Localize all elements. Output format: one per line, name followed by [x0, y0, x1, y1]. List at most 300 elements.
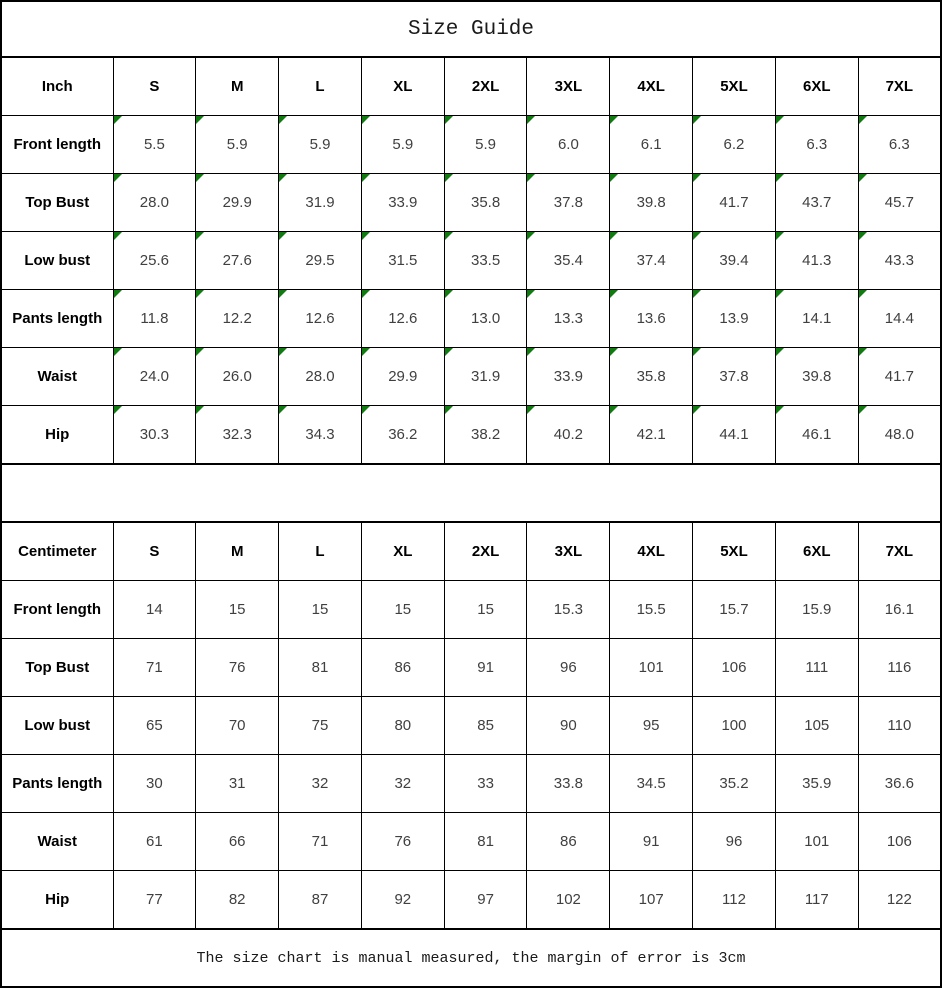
value-cell: [196, 755, 279, 813]
cell-flag-icon: [279, 232, 287, 240]
cell-flag-icon: [610, 174, 618, 182]
value-text: 30: [146, 775, 163, 792]
value-text: 34.5: [636, 775, 666, 792]
value-cell: [858, 697, 941, 755]
value-cell: [693, 174, 776, 232]
value-text: 13.0: [470, 310, 501, 327]
value-cell: [527, 697, 610, 755]
size-col-header: 4XL: [610, 522, 693, 581]
cell-flag-icon: [196, 406, 204, 414]
value-cell: [858, 581, 941, 639]
value-text: 39.8: [802, 368, 832, 385]
value-text: 31: [228, 775, 246, 792]
value-text: 6.3: [888, 136, 910, 153]
value-cell: [527, 813, 610, 871]
cell-flag-icon: [114, 116, 122, 124]
value-cell: [527, 290, 610, 348]
row-label-cell: Pants length: [1, 755, 113, 813]
size-col-header: XL: [361, 57, 444, 116]
value-cell: [775, 697, 858, 755]
value-cell: [279, 116, 362, 174]
row-label-cell: Front length: [1, 581, 113, 639]
value-text: 77: [146, 891, 163, 908]
cell-flag-icon: [693, 348, 701, 356]
value-text: 39.4: [719, 252, 749, 269]
cell-flag-icon: [279, 116, 287, 124]
row-label-cell: Front length: [1, 116, 113, 174]
value-cell: [196, 813, 279, 871]
value-cell: [444, 116, 527, 174]
value-text: 12.6: [305, 310, 335, 327]
value-text: 32: [394, 775, 412, 792]
value-text: 15: [311, 601, 329, 618]
value-cell: [196, 871, 279, 930]
size-col-header: 6XL: [775, 522, 858, 581]
value-cell: [113, 290, 196, 348]
value-cell: [693, 639, 776, 697]
value-cell: [444, 581, 527, 639]
value-cell: [858, 348, 941, 406]
value-text: 6.2: [723, 136, 745, 153]
value-text: 35.8: [470, 194, 501, 211]
cell-flag-icon: [114, 174, 122, 182]
value-text: 76: [228, 659, 246, 676]
cell-flag-icon: [859, 406, 867, 414]
value-text: 43.7: [802, 194, 832, 211]
cell-flag-icon: [362, 232, 370, 240]
cell-flag-icon: [279, 290, 287, 298]
value-cell: [361, 232, 444, 290]
value-text: 43.3: [884, 252, 914, 269]
size-col-header: 3XL: [527, 57, 610, 116]
value-text: 26.0: [222, 368, 252, 385]
value-text: 80: [394, 717, 412, 734]
size-col-header: M: [196, 522, 279, 581]
cell-flag-icon: [859, 174, 867, 182]
size-col-header: 5XL: [693, 57, 776, 116]
cell-flag-icon: [114, 406, 122, 414]
cell-flag-icon: [776, 348, 784, 356]
cell-flag-icon: [362, 348, 370, 356]
cell-flag-icon: [196, 348, 204, 356]
value-cell: [858, 871, 941, 930]
value-cell: [113, 581, 196, 639]
value-text: 91: [477, 659, 494, 676]
value-text: 13.9: [719, 310, 749, 327]
size-col-header: M: [196, 57, 279, 116]
size-col-header: L: [279, 57, 362, 116]
value-cell: [693, 581, 776, 639]
size-col-header: 5XL: [693, 522, 776, 581]
value-text: 6.3: [806, 136, 828, 153]
value-text: 92: [394, 891, 412, 908]
value-text: 31.9: [305, 194, 335, 211]
cell-flag-icon: [693, 290, 701, 298]
value-text: 122: [886, 891, 912, 908]
value-text: 106: [886, 833, 912, 850]
value-text: 90: [560, 717, 577, 734]
value-cell: [610, 697, 693, 755]
cell-flag-icon: [859, 348, 867, 356]
value-text: 35.9: [802, 775, 832, 792]
value-cell: [444, 639, 527, 697]
cell-flag-icon: [527, 232, 535, 240]
value-cell: [196, 406, 279, 465]
value-cell: [610, 755, 693, 813]
value-text: 29.9: [388, 368, 418, 385]
value-cell: [693, 871, 776, 930]
value-text: 32.3: [222, 426, 252, 443]
value-cell: [775, 116, 858, 174]
value-cell: [444, 290, 527, 348]
value-text: 76: [394, 833, 412, 850]
value-cell: [279, 348, 362, 406]
value-cell: [775, 755, 858, 813]
value-text: 117: [804, 891, 829, 908]
value-cell: [361, 813, 444, 871]
value-cell: [610, 813, 693, 871]
value-text: 15.3: [553, 601, 583, 618]
title-section: [1, 1, 941, 57]
value-text: 33: [477, 775, 494, 792]
cell-flag-icon: [445, 174, 453, 182]
value-cell: [444, 697, 527, 755]
cell-flag-icon: [693, 174, 701, 182]
value-cell: [361, 871, 444, 930]
cell-flag-icon: [527, 116, 535, 124]
size-header-row: [1, 57, 941, 116]
size-col-header: 7XL: [858, 522, 941, 581]
value-text: 41.3: [802, 252, 832, 269]
cell-flag-icon: [362, 406, 370, 414]
gap-section: [1, 464, 941, 522]
measurement-row: [1, 813, 941, 871]
value-cell: [196, 581, 279, 639]
cell-flag-icon: [776, 290, 784, 298]
value-cell: [196, 174, 279, 232]
value-cell: [444, 406, 527, 465]
value-text: 46.1: [802, 426, 832, 443]
value-cell: [196, 348, 279, 406]
value-text: 13.6: [636, 310, 666, 327]
cell-flag-icon: [445, 348, 453, 356]
value-text: 61: [146, 833, 163, 850]
cell-flag-icon: [362, 116, 370, 124]
value-text: 82: [228, 891, 246, 908]
cell-flag-icon: [610, 348, 618, 356]
value-text: 12.6: [388, 310, 418, 327]
row-label-cell: Waist: [1, 813, 113, 871]
value-text: 42.1: [636, 426, 666, 443]
value-text: 5.9: [309, 136, 331, 153]
value-cell: [775, 174, 858, 232]
value-text: 15.9: [802, 601, 832, 618]
value-text: 35.8: [636, 368, 666, 385]
value-cell: [527, 871, 610, 930]
value-text: 39.8: [636, 194, 666, 211]
centimeter-table-section: [1, 522, 941, 929]
size-col-header: 2XL: [444, 57, 527, 116]
value-cell: [858, 755, 941, 813]
value-text: 37.8: [553, 194, 583, 211]
value-cell: [610, 348, 693, 406]
value-cell: [444, 232, 527, 290]
cell-flag-icon: [693, 406, 701, 414]
cell-flag-icon: [776, 232, 784, 240]
footer-note: The size chart is manual measured, the margin of error is 3cm: [1, 929, 941, 987]
value-cell: [693, 406, 776, 465]
measurement-row: [1, 639, 941, 697]
value-cell: [279, 232, 362, 290]
value-cell: [693, 697, 776, 755]
footer-section: [1, 929, 941, 987]
value-cell: [775, 406, 858, 465]
cell-flag-icon: [196, 174, 204, 182]
value-text: 95: [642, 717, 660, 734]
value-cell: [361, 755, 444, 813]
value-cell: [693, 348, 776, 406]
value-cell: [361, 174, 444, 232]
value-cell: [775, 581, 858, 639]
value-cell: [775, 232, 858, 290]
value-cell: [610, 639, 693, 697]
cell-flag-icon: [114, 348, 122, 356]
measurement-row: [1, 290, 941, 348]
value-cell: [113, 116, 196, 174]
value-cell: [113, 755, 196, 813]
value-cell: [693, 116, 776, 174]
measurement-row: [1, 871, 941, 930]
value-text: 97: [477, 891, 494, 908]
value-cell: [361, 116, 444, 174]
row-label-cell: Pants length: [1, 290, 113, 348]
value-text: 41.7: [884, 368, 914, 385]
value-text: 14.4: [884, 310, 914, 327]
value-text: 5.9: [392, 136, 414, 153]
value-cell: [279, 697, 362, 755]
value-text: 102: [555, 891, 581, 908]
value-cell: [527, 639, 610, 697]
cell-flag-icon: [196, 116, 204, 124]
cell-flag-icon: [610, 232, 618, 240]
value-cell: [196, 116, 279, 174]
measurement-row: [1, 406, 941, 465]
cell-flag-icon: [445, 232, 453, 240]
unit-label-cell: Centimeter: [1, 522, 113, 581]
value-cell: [610, 174, 693, 232]
value-text: 24.0: [139, 368, 169, 385]
value-text: 81: [477, 833, 494, 850]
cell-flag-icon: [279, 348, 287, 356]
inch-table-section: [1, 57, 941, 464]
value-text: 34.3: [305, 426, 335, 443]
value-text: 111: [805, 659, 829, 676]
value-text: 33.8: [553, 775, 583, 792]
value-cell: [527, 174, 610, 232]
value-text: 36.6: [884, 775, 914, 792]
value-text: 33.9: [388, 194, 418, 211]
value-cell: [775, 290, 858, 348]
size-col-header: 4XL: [610, 57, 693, 116]
row-label-cell: Hip: [1, 406, 113, 465]
value-text: 112: [722, 891, 746, 908]
value-text: 105: [804, 717, 830, 734]
cell-flag-icon: [527, 406, 535, 414]
value-cell: [775, 813, 858, 871]
value-cell: [527, 116, 610, 174]
value-cell: [279, 581, 362, 639]
value-cell: [693, 232, 776, 290]
value-cell: [444, 871, 527, 930]
value-cell: [610, 116, 693, 174]
size-col-header: XL: [361, 522, 444, 581]
cell-flag-icon: [776, 116, 784, 124]
measurement-row: [1, 174, 941, 232]
value-text: 5.9: [226, 136, 248, 153]
page-title: Size Guide: [1, 1, 941, 57]
value-cell: [693, 290, 776, 348]
row-label-cell: Hip: [1, 871, 113, 930]
value-cell: [610, 406, 693, 465]
cell-flag-icon: [196, 290, 204, 298]
cell-flag-icon: [445, 116, 453, 124]
cell-flag-icon: [610, 406, 618, 414]
value-text: 28.0: [139, 194, 169, 211]
size-col-header: S: [113, 522, 196, 581]
value-cell: [775, 348, 858, 406]
value-text: 14.1: [802, 310, 832, 327]
value-text: 65: [146, 717, 163, 734]
cell-flag-icon: [776, 174, 784, 182]
measurement-row: [1, 581, 941, 639]
value-cell: [527, 406, 610, 465]
value-text: 38.2: [470, 426, 501, 443]
value-cell: [196, 639, 279, 697]
value-text: 6.1: [640, 136, 662, 153]
cell-flag-icon: [610, 116, 618, 124]
cell-flag-icon: [114, 232, 122, 240]
value-text: 75: [311, 717, 329, 734]
value-cell: [444, 348, 527, 406]
value-text: 101: [638, 659, 664, 676]
cell-flag-icon: [693, 232, 701, 240]
value-cell: [113, 639, 196, 697]
table-gap-row: [1, 464, 941, 522]
value-text: 33.5: [470, 252, 501, 269]
value-cell: [610, 290, 693, 348]
value-text: 6.0: [557, 136, 579, 153]
value-text: 5.5: [143, 136, 165, 153]
value-text: 15.5: [636, 601, 666, 618]
cell-flag-icon: [859, 232, 867, 240]
cell-flag-icon: [445, 290, 453, 298]
value-text: 110: [887, 717, 912, 734]
value-text: 86: [394, 659, 412, 676]
cell-flag-icon: [693, 116, 701, 124]
value-cell: [113, 174, 196, 232]
value-cell: [610, 871, 693, 930]
cell-flag-icon: [362, 290, 370, 298]
value-cell: [361, 406, 444, 465]
value-cell: [775, 639, 858, 697]
value-cell: [196, 290, 279, 348]
value-cell: [775, 871, 858, 930]
value-text: 15: [228, 601, 246, 618]
size-col-header: L: [279, 522, 362, 581]
value-text: 41.7: [719, 194, 749, 211]
unit-label-cell: Inch: [1, 57, 113, 116]
row-label-cell: Waist: [1, 348, 113, 406]
value-cell: [444, 755, 527, 813]
size-col-header: 7XL: [858, 57, 941, 116]
value-text: 5.9: [475, 136, 497, 153]
row-label-cell: Top Bust: [1, 639, 113, 697]
size-col-header: 6XL: [775, 57, 858, 116]
size-col-header: 2XL: [444, 522, 527, 581]
cell-flag-icon: [362, 174, 370, 182]
value-cell: [113, 406, 196, 465]
value-cell: [279, 406, 362, 465]
value-text: 107: [638, 891, 664, 908]
value-cell: [361, 348, 444, 406]
value-cell: [279, 174, 362, 232]
value-cell: [279, 290, 362, 348]
value-text: 15.7: [719, 601, 749, 618]
value-text: 70: [228, 717, 246, 734]
value-text: 91: [642, 833, 660, 850]
value-text: 25.6: [139, 252, 169, 269]
value-cell: [361, 639, 444, 697]
value-cell: [361, 581, 444, 639]
value-text: 40.2: [553, 426, 583, 443]
value-text: 101: [804, 833, 830, 850]
value-cell: [527, 232, 610, 290]
value-cell: [858, 174, 941, 232]
cell-flag-icon: [776, 406, 784, 414]
value-cell: [858, 290, 941, 348]
size-col-header: S: [113, 57, 196, 116]
value-text: 33.9: [553, 368, 583, 385]
footer-row: [1, 929, 941, 987]
value-cell: [610, 581, 693, 639]
value-text: 14: [146, 601, 163, 618]
value-text: 96: [725, 833, 743, 850]
value-cell: [444, 813, 527, 871]
value-text: 31.9: [470, 368, 501, 385]
table-gap-cell: [1, 464, 941, 522]
value-text: 13.3: [553, 310, 583, 327]
title-row: [1, 1, 941, 57]
value-cell: [113, 697, 196, 755]
cell-flag-icon: [279, 174, 287, 182]
value-cell: [610, 232, 693, 290]
value-text: 35.2: [719, 775, 749, 792]
value-cell: [858, 116, 941, 174]
value-cell: [113, 348, 196, 406]
value-cell: [858, 406, 941, 465]
value-cell: [113, 813, 196, 871]
measurement-row: [1, 116, 941, 174]
value-cell: [196, 697, 279, 755]
value-cell: [196, 232, 279, 290]
value-cell: [279, 813, 362, 871]
value-text: 66: [228, 833, 246, 850]
measurement-row: [1, 232, 941, 290]
cell-flag-icon: [859, 290, 867, 298]
cell-flag-icon: [610, 290, 618, 298]
value-cell: [361, 290, 444, 348]
size-col-header: 3XL: [527, 522, 610, 581]
